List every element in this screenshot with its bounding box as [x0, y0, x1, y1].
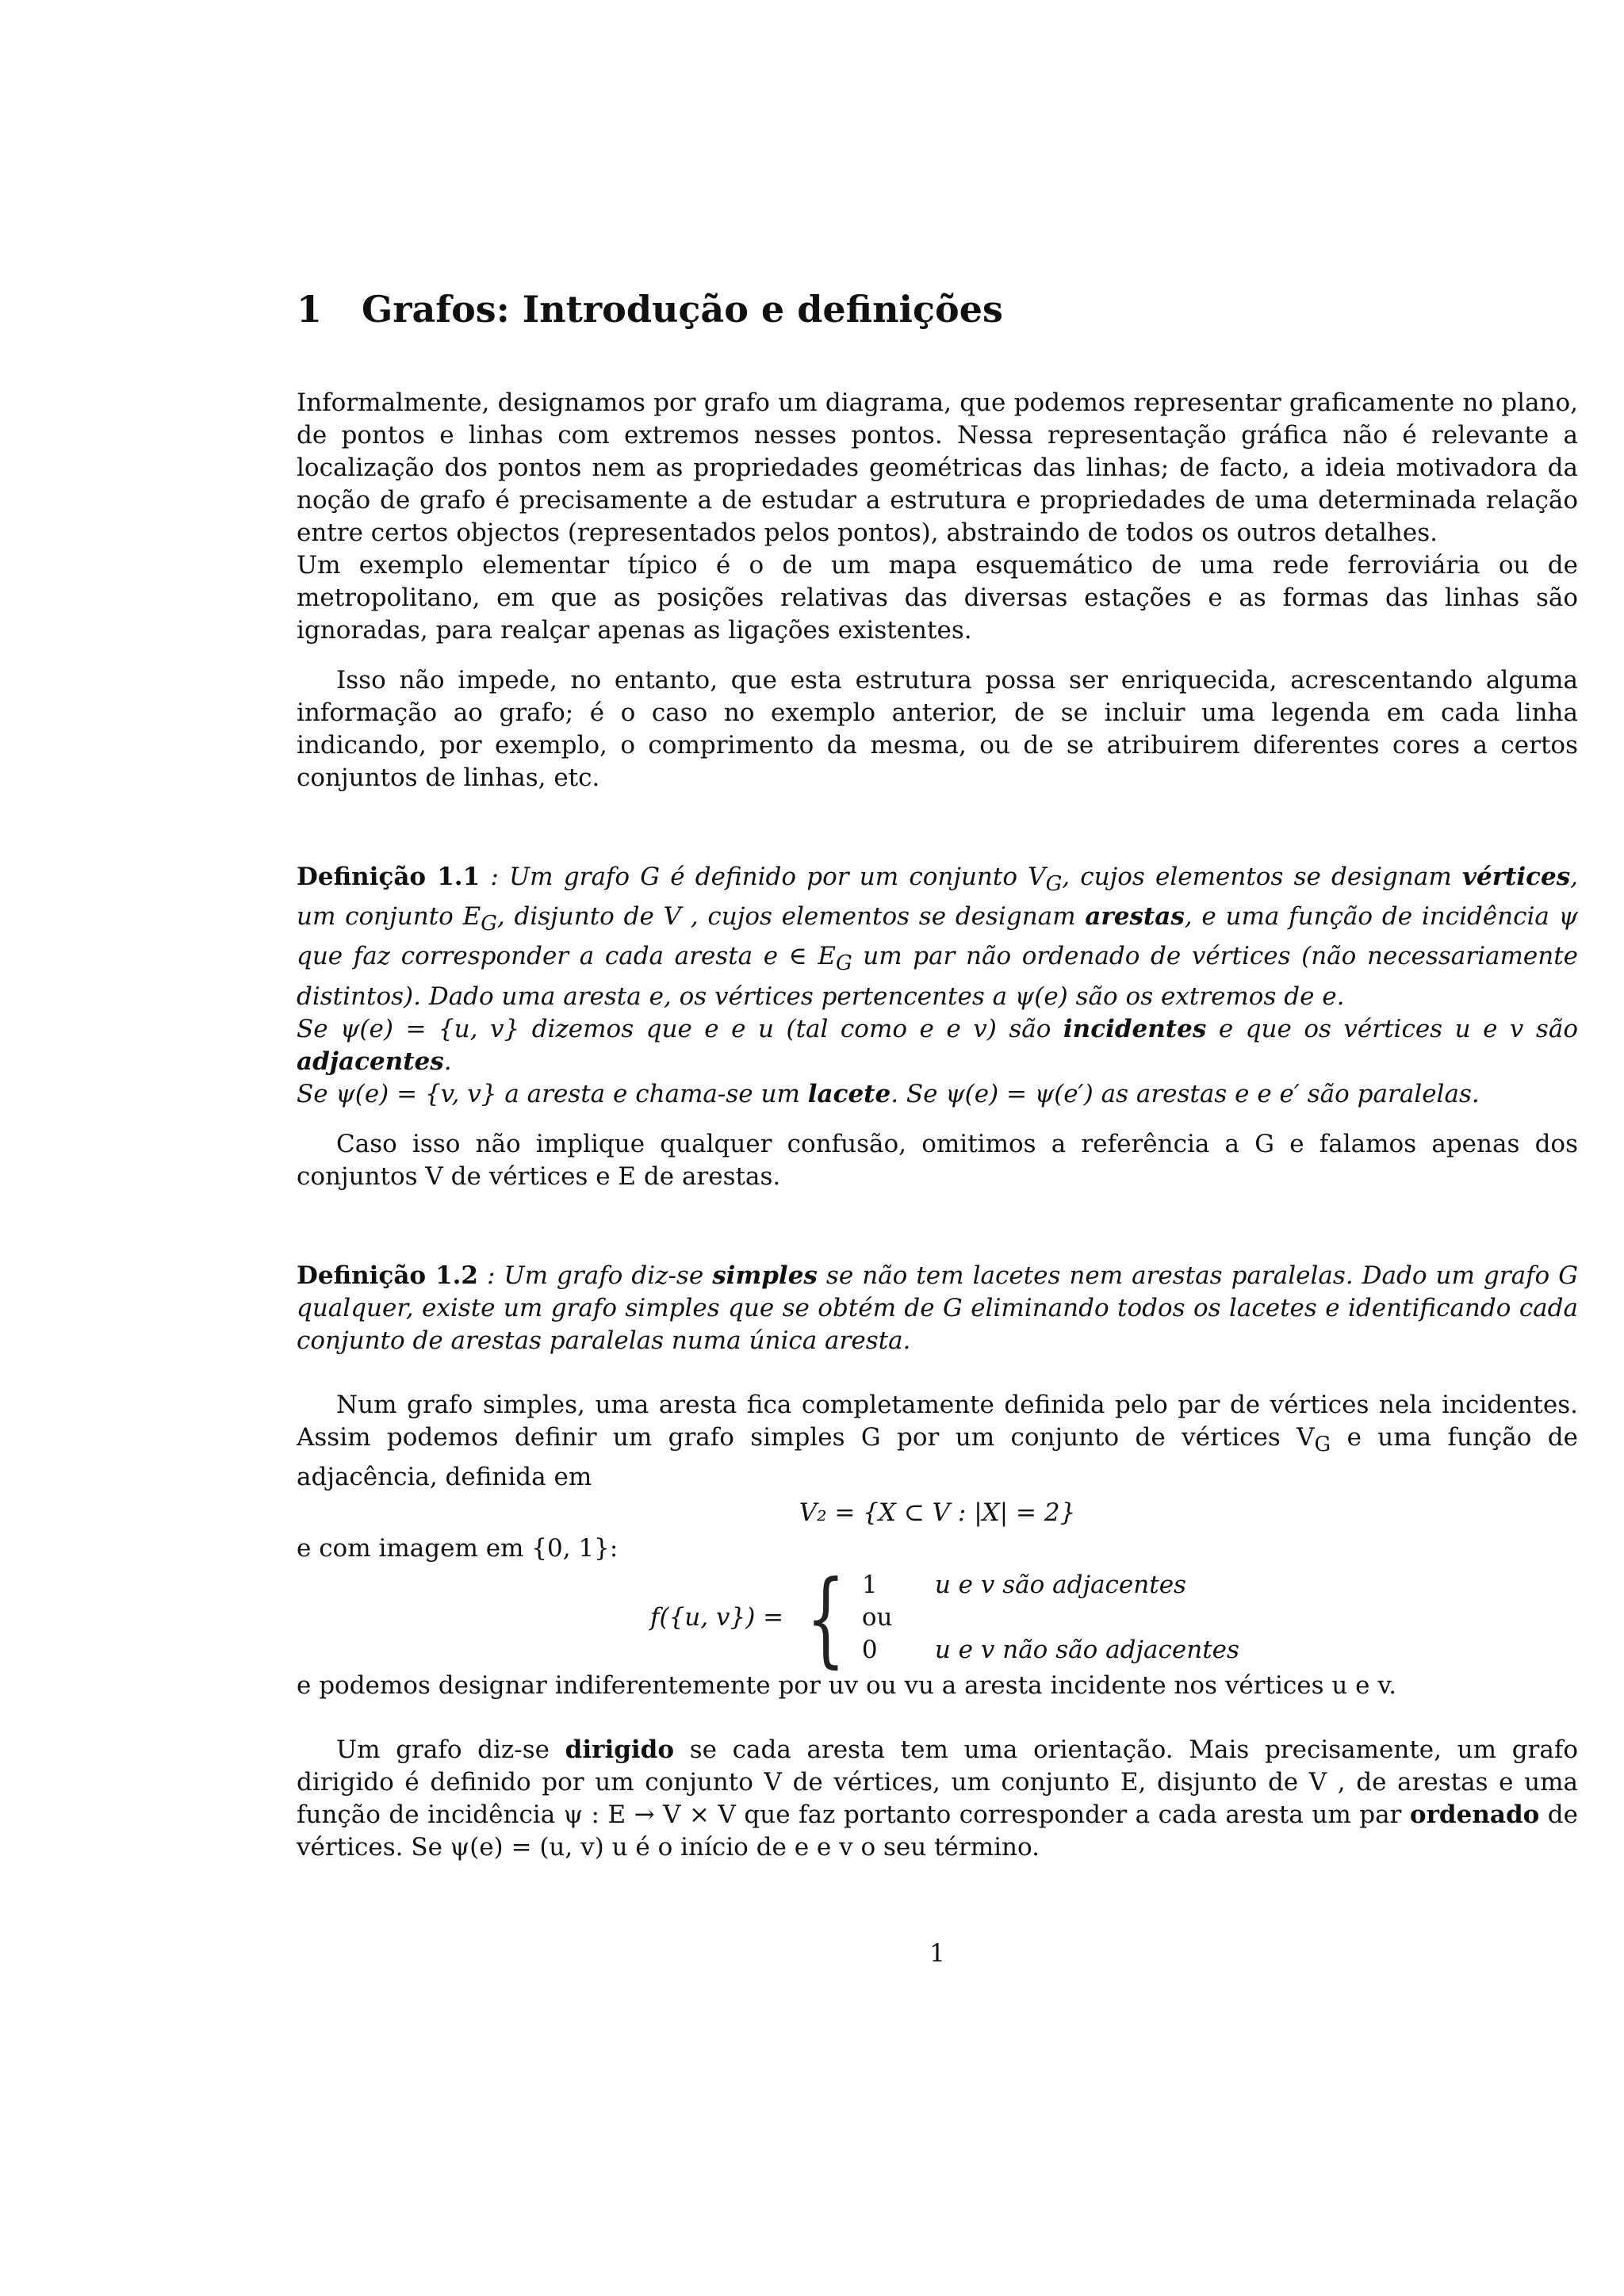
definition-1-1 — [297, 861, 1578, 1013]
intro-paragraph-1: Informalmente, designamos por grafo um diagrama, que podemos representar graficamente no plano, de pontos e linhas com extremos nesses pontos. Nessa representação gráfica não é relevante a localização dos pontos nem as propriedades geométricas das linhas; de facto, a ideia motivadora da noção de grafo é precisamente a de estudar a estrutura e propriedades de uma determinada relação entre certos objectos (representados pelos pontos), abstraindo de todos os outros detalhes. — [297, 388, 1578, 547]
definition-1-1-line-3a: Se ψ(e) = {v, v} a aresta e chama-se um — [297, 1079, 808, 1108]
definition-1-1-line-2b: e que os vértices u e v são — [1206, 1014, 1578, 1043]
case-2-text: u e v não são adjacentes — [934, 1636, 1239, 1665]
directed-text-b: se cada aresta tem uma orientação. Mais precisamente, um grafo dirigido é definido por um conjunto V de vértices, um conjunto E, disjunto de V , de arestas e uma função de incidência ψ : E → V × V que faz portanto corresponder a cada aresta um par — [297, 1735, 1578, 1829]
definition-1-1-text-4: , disjunto de V , cujos elementos se designam — [496, 902, 1086, 932]
intro-paragraph-2: Um exemplo elementar típico é o de um mapa esquemático de uma rede ferroviária ou de metropolitano, em que as posições relativas das diversas estações e as formas das linhas são ignoradas, para realçar apenas as ligações existentes. — [297, 551, 1578, 645]
term-simples: simples — [712, 1261, 818, 1290]
definition-1-2 — [297, 1260, 1578, 1357]
case-1-value: 1 — [861, 1571, 878, 1600]
definition-1-1-heading: Definição 1.1 — [297, 863, 481, 891]
cases-block — [862, 1569, 1239, 1667]
case-ou: ou — [861, 1603, 893, 1632]
term-adjacentes: adjacentes — [297, 1047, 444, 1076]
term-lacete: lacete — [807, 1079, 891, 1108]
edge-notation-sentence: e podemos designar indiferentemente por uv ou vu a aresta incidente nos vértices u e v. — [297, 1670, 1397, 1700]
case-2-value: 0 — [861, 1636, 878, 1665]
term-arestas: arestas — [1085, 902, 1185, 932]
term-vertices: vértices — [1461, 863, 1571, 891]
intro-paragraph-3: Isso não impede, no entanto, que esta estrutura possa ser enriquecida, acrescentando alguma informação ao grafo; é o caso no exemplo anterior, de se incluir uma legenda em cada linha indicando, por exemplo, o comprimento da mesma, ou de se atribuirem diferentes cores a certos conjuntos de linhas, etc. — [297, 666, 1578, 792]
directed-text-c: de vértices. Se ψ(e) = (u, v) u é o início de e e v o seu término. — [297, 1800, 1579, 1862]
adjacency-function — [650, 1557, 1578, 1678]
definition-1-1-line-2 — [297, 1013, 1578, 1078]
page-number: 1 — [929, 1939, 945, 1968]
definition-1-1-text-5: , e uma função de incidência ψ que faz corresponder a cada aresta e ∈ E — [297, 902, 1578, 971]
definition-1-1-text-3: , um conjunto E — [297, 863, 1579, 932]
equation-v2: V₂ = {X ⊂ V : |X| = 2} — [799, 1498, 1076, 1527]
definition-1-2-heading: Definição 1.2 — [297, 1261, 478, 1290]
term-dirigido: dirigido — [565, 1735, 675, 1764]
section-number: 1 — [297, 288, 323, 331]
adjacency-function-lhs: f({u, v}) = — [650, 1603, 784, 1632]
definition-1-1-remark: Caso isso não implique qualquer confusão, omitimos a referência a G e falamos apenas dos conjuntos V de vértices e E de arestas. — [297, 1129, 1578, 1191]
section-title-text: Grafos: Introdução e definições — [362, 288, 1003, 331]
definition-1-1-text-1: : Um grafo G é definido por um conjunto V — [490, 863, 1046, 891]
simple-graph-paragraph — [297, 1389, 1578, 1494]
definition-1-1-text-2: , cujos elementos se designam — [1062, 863, 1462, 891]
subscript-g: G — [1045, 872, 1063, 897]
simple-graph-text-b: e uma função de adjacência, definida em — [297, 1422, 1578, 1491]
definition-1-1-line-3b: . Se ψ(e) = ψ(e′) as arestas e e e′ são paralelas. — [891, 1079, 1480, 1108]
definition-1-2-text-1: : Um grafo diz-se — [487, 1261, 713, 1290]
subscript-g: G — [481, 912, 497, 936]
definition-1-2-text-2: se não tem lacetes nem arestas paralelas. Dado um grafo G qualquer, existe um grafo simples que se obtém de G eliminando todos os lacetes e identificando cada conjunto de arestas paralelas numa única aresta. — [297, 1261, 1578, 1355]
page-body — [297, 285, 1579, 1968]
definition-1-1-line-3 — [297, 1078, 1578, 1111]
term-ordenado: ordenado — [1409, 1800, 1540, 1829]
definition-1-1-text-6: um par não ordenado de vértices (não necessariamente distintos). Dado uma aresta e, os vértices pertencentes a ψ(e) são os extremos de e. — [297, 942, 1579, 1011]
directed-text-a: Um grafo diz-se — [336, 1735, 565, 1764]
simple-graph-text-a: Num grafo simples, uma aresta fica completamente definida pelo par de vértices nela incidentes. Assim podemos definir um grafo simples G por um conjunto de vértices V — [297, 1390, 1578, 1452]
subscript-g: G — [1314, 1432, 1331, 1456]
definition-1-1-line-2c: . — [443, 1047, 452, 1076]
section-title — [297, 285, 1578, 333]
directed-graph-paragraph — [297, 1734, 1578, 1864]
term-incidentes: incidentes — [1063, 1014, 1207, 1043]
image-sentence: e com imagem em {0, 1}: — [297, 1533, 619, 1563]
definition-1-1-line-2a: Se ψ(e) = {u, v} dizemos que e e u (tal como e e v) são — [297, 1014, 1063, 1043]
subscript-g: G — [835, 951, 852, 976]
left-brace-icon: { — [806, 1557, 846, 1678]
case-1-text: u e v são adjacentes — [934, 1571, 1186, 1600]
